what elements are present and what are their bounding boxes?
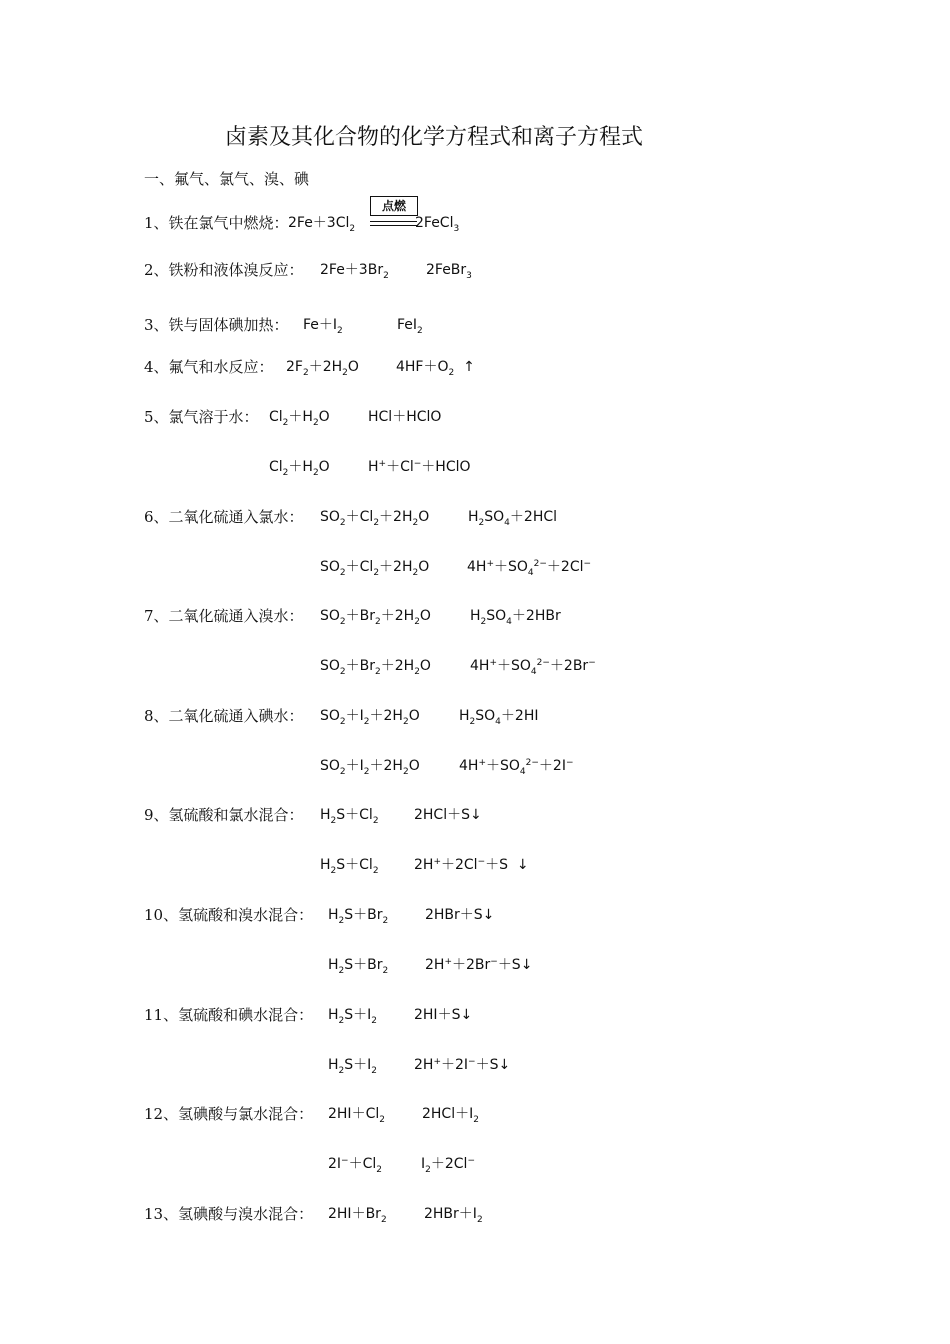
equation-9 (144, 803, 482, 827)
products: $2HBr+I_2$ (424, 1206, 483, 1225)
equation-label: 4、氟气和水反应： (144, 358, 274, 376)
equation-label: 7、二氧化硫通入溴水： (144, 607, 304, 625)
equation-label: 10、氢硫酸和溴水混合： (144, 906, 314, 924)
products: $4H^++SO_4^{2-}+2I^-$ (459, 758, 574, 777)
products: $4H^++SO_4^{2-}+2Cl^-$ (467, 559, 592, 578)
products: 2FeBr$_3$ (426, 262, 472, 281)
equation-5 (144, 405, 442, 429)
equation-4 (144, 355, 475, 379)
reactants: $SO_2+Cl_2+2H_2O$ (320, 559, 430, 578)
reactants: $H_2S+I_2$ (328, 1007, 378, 1026)
reaction-condition: 点燃 (370, 196, 418, 216)
equation-12 (144, 1102, 479, 1126)
reactants: $2HI+Br_2$ (328, 1206, 387, 1225)
reactants: $2F_2+2H_2O$ (286, 359, 359, 378)
equation-label: 5、氯气溶于水： (144, 408, 259, 426)
equation-label: 3、铁与固体碘加热： (144, 316, 289, 334)
reactants: $2Fe+3Br_2$ (320, 262, 389, 281)
equation-label: 13、氢碘酸与溴水混合： (144, 1205, 314, 1223)
equation-7 (144, 604, 561, 628)
equation-label: 11、氢硫酸和碘水混合： (144, 1006, 314, 1024)
equation-label: 2、铁粉和液体溴反应： (144, 261, 304, 279)
equals-line (370, 221, 417, 222)
reactants: $2Fe+3Cl_2$ (288, 215, 356, 234)
equals-line (370, 225, 417, 226)
equation-label: 6、二氧化硫通入氯水： (144, 508, 304, 526)
equation-8 (144, 704, 539, 728)
products: HCl＋HClO (368, 409, 442, 425)
products: $2HCl+I_2$ (422, 1106, 479, 1125)
products: $I_2+2Cl^-$ (421, 1156, 475, 1175)
products: 2HCl＋S↓ (414, 807, 482, 823)
equation-label: 1、铁在氯气中燃烧： (144, 214, 289, 232)
equation-13 (144, 1202, 483, 1226)
reactants: $2HI+Cl_2$ (328, 1106, 385, 1125)
products: $H_2SO_4+2HCl$ (468, 509, 558, 528)
reactants: $Cl_2+H_2O$ (269, 459, 330, 478)
reactants: $H_2S+Cl_2$ (320, 807, 379, 826)
equation-1 (144, 211, 460, 235)
reactants: $H_2S+Cl_2$ (320, 857, 379, 876)
equation-label: 12、氢碘酸与氯水混合： (144, 1105, 314, 1123)
equation-label: 8、二氧化硫通入碘水： (144, 707, 304, 725)
equation-3 (144, 313, 423, 337)
products: $4HF+O_2$ ↑ (396, 359, 475, 378)
reactants: $SO_2+I_2+2H_2O$ (320, 708, 420, 727)
equation-label: 9、氢硫酸和氯水混合： (144, 806, 304, 824)
reactants: $H_2S+Br_2$ (328, 907, 389, 926)
reactants: $SO_2+Br_2+2H_2O$ (320, 658, 431, 677)
products: 2HI＋S↓ (414, 1007, 473, 1023)
products: $4H^++SO_4^{2-}+2Br^-$ (470, 658, 596, 677)
products: $H_2SO_4+2HI$ (459, 708, 539, 727)
equation-6 (144, 505, 558, 529)
reactants: $Cl_2+H_2O$ (269, 409, 330, 428)
section-heading: 一、氟气、氯气、溴、碘 (144, 170, 310, 188)
reactants: $H_2S+Br_2$ (328, 957, 389, 976)
equation-11 (144, 1003, 473, 1027)
reactants: $2I^-+Cl_2$ (328, 1156, 382, 1175)
products: 2H+＋2I−＋S↓ (414, 1057, 511, 1073)
reactants: $SO_2+I_2+2H_2O$ (320, 758, 420, 777)
equation-2 (144, 258, 472, 282)
reactants: $SO_2+Cl_2+2H_2O$ (320, 509, 430, 528)
reactants: $SO_2+Br_2+2H_2O$ (320, 608, 431, 627)
equation-10 (144, 903, 495, 927)
products: H+＋Cl−＋HClO (368, 459, 471, 475)
products: 2H+＋2Br−＋S↓ (425, 957, 533, 973)
products: 2H+＋2Cl−＋S ↓ (414, 857, 529, 873)
reactants: $H_2S+I_2$ (328, 1057, 378, 1076)
reactants: $Fe+I_2$ (303, 317, 343, 336)
products: $H_2SO_4+2HBr$ (470, 608, 561, 627)
document-title: 卤素及其化合物的化学方程式和离子方程式 (224, 125, 643, 150)
products: 2FeCl$_3$ (415, 215, 460, 234)
products: 2HBr＋S↓ (425, 907, 495, 923)
products: FeI$_2$ (397, 317, 423, 336)
